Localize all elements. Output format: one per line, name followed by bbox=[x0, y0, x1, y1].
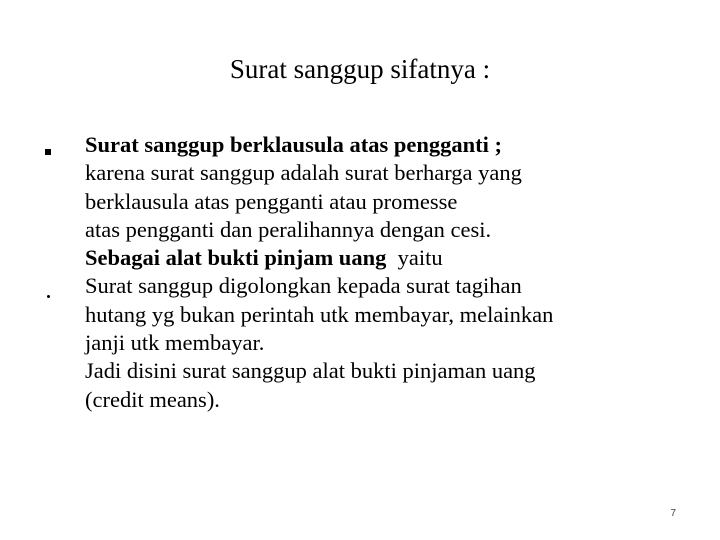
bullet-1-line-1: karena surat sanggup adalah surat berharga yang bbox=[85, 160, 522, 186]
bullet-2-heading-suffix: yaitu bbox=[386, 245, 443, 271]
bullet-2-heading-line bbox=[85, 244, 705, 272]
bullet-1-heading: Surat sanggup berklausula atas pengganti ; bbox=[85, 132, 502, 157]
page-number: 7 bbox=[670, 508, 676, 519]
bullet-2-heading: Sebagai alat bukti pinjam uang bbox=[85, 245, 387, 271]
bullet-2-line-2: hutang yg bukan perintah utk membayar, melainkan bbox=[85, 301, 554, 327]
slide-body bbox=[85, 131, 705, 414]
square-bullet-icon bbox=[42, 143, 54, 160]
bullet-1-line-3: atas pengganti dan peralihannya dengan cesi. bbox=[85, 216, 492, 242]
bullet-2-line-1: Surat sanggup digolongkan kepada surat tagihan bbox=[85, 273, 522, 299]
bullet-2-line-4: Jadi disini surat sanggup alat bukti pinjaman uang bbox=[85, 358, 536, 384]
dot-bullet-icon bbox=[42, 286, 54, 303]
bullet-2-line-5: (credit means). bbox=[85, 386, 220, 412]
bullet-2-line-3: janji utk membayar. bbox=[85, 330, 265, 356]
bullet-1-line-2: berklausula atas pengganti atau promesse bbox=[85, 188, 458, 214]
slide-title: Surat sanggup sifatnya : bbox=[229, 54, 491, 84]
